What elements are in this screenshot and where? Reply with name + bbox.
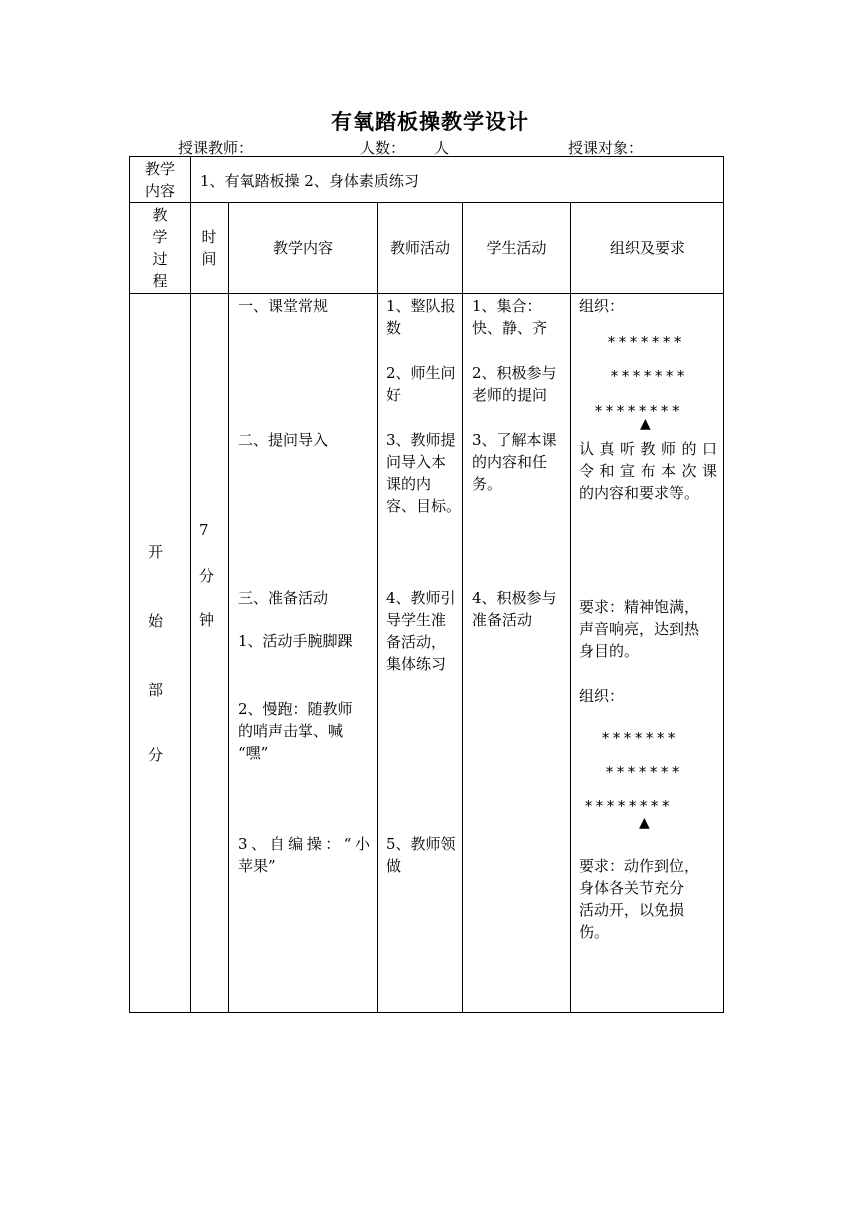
header-content: 教学内容 bbox=[272, 239, 333, 257]
student-activity-1-line2: 快、静、齐 bbox=[472, 319, 548, 337]
teacher-activity-5-line1: 5、教师领 bbox=[386, 835, 456, 853]
header-org: 组织及要求 bbox=[609, 239, 685, 257]
org-requirement-3-line3: 活动开，以免损 bbox=[579, 901, 685, 919]
section-name-1: 开 bbox=[148, 543, 164, 561]
formation-row-6: ******** bbox=[584, 797, 673, 815]
student-activity-1 bbox=[472, 295, 547, 339]
content-item-6-line2: 苹果” bbox=[238, 857, 276, 875]
org-label-1: 组织： bbox=[579, 297, 625, 315]
teacher-position-triangle-1: ▲ bbox=[640, 416, 651, 432]
header-teacher: 教师活动 bbox=[389, 239, 450, 257]
col-divider-2 bbox=[228, 202, 229, 1013]
student-activity-4-line1: 4、积极参与 bbox=[472, 589, 557, 607]
teacher-activity-1 bbox=[386, 295, 456, 339]
student-activity-3-line3: 务。 bbox=[472, 475, 503, 493]
header-process-4: 程 bbox=[152, 272, 168, 290]
org-requirement-1-line3: 的内容和要求等。 bbox=[579, 484, 700, 502]
col-divider-1 bbox=[190, 157, 191, 1013]
student-activity-3-line1: 3、了解本课 bbox=[472, 431, 557, 449]
section-time-unit2: 钟 bbox=[199, 611, 215, 629]
formation-row-2: ******* bbox=[610, 367, 688, 385]
org-label-2: 组织： bbox=[579, 687, 625, 705]
formation-row-5: ******* bbox=[605, 763, 683, 781]
target-label: 授课对象： bbox=[568, 139, 644, 157]
student-activity-2-line2: 老师的提问 bbox=[472, 386, 548, 404]
content-row-label-line2: 内容 bbox=[144, 182, 175, 200]
col-divider-5 bbox=[570, 202, 571, 1013]
student-activity-4-line2: 准备活动 bbox=[472, 611, 533, 629]
content-item-1: 一、课堂常规 bbox=[238, 297, 329, 315]
org-requirement-2 bbox=[579, 596, 723, 662]
count-label: 人数： bbox=[360, 139, 406, 157]
header-time-2: 间 bbox=[201, 250, 217, 268]
teacher-activity-2-line2: 好 bbox=[386, 386, 402, 404]
teacher-activity-3-line2: 问导入本 bbox=[386, 453, 447, 471]
student-activity-3-line2: 的内容和任 bbox=[472, 453, 548, 471]
org-requirement-1-line1: 认真听教师的口 bbox=[579, 440, 717, 458]
teacher-position-triangle-2: ▲ bbox=[639, 815, 650, 831]
section-time-unit1: 分 bbox=[199, 567, 215, 585]
col-divider-4 bbox=[462, 202, 463, 1013]
content-item-6-line1: 3、自编操：“小 bbox=[238, 835, 370, 853]
header-time bbox=[197, 226, 221, 270]
header-time-1: 时 bbox=[201, 228, 217, 246]
section-name-3: 部 bbox=[148, 681, 164, 699]
org-requirement-3-line4: 伤。 bbox=[579, 923, 610, 941]
lesson-plan-table bbox=[129, 156, 724, 1013]
header-process-2: 学 bbox=[152, 228, 168, 246]
org-requirement-3-line2: 身体各关节充分 bbox=[579, 879, 685, 897]
count-unit: 人 bbox=[434, 139, 450, 157]
content-item-5-line2: 的哨声击掌、喊 bbox=[238, 722, 344, 740]
student-activity-2-line1: 2、积极参与 bbox=[472, 364, 557, 382]
teacher-activity-4 bbox=[386, 587, 456, 675]
section-time-num: 7 bbox=[199, 521, 209, 539]
content-item-6 bbox=[238, 833, 370, 877]
content-row-label-line1: 教学 bbox=[144, 160, 175, 178]
formation-row-4: ******* bbox=[601, 729, 679, 747]
formation-row-3: ******** bbox=[594, 402, 683, 420]
teacher-activity-5-line2: 做 bbox=[386, 857, 402, 875]
content-item-2: 二、提问导入 bbox=[238, 431, 329, 449]
content-item-5 bbox=[238, 698, 370, 764]
content-item-5-line3: “嘿” bbox=[238, 744, 269, 762]
student-activity-2 bbox=[472, 362, 557, 406]
teacher-activity-2 bbox=[386, 362, 456, 406]
org-requirement-3-line1: 要求：动作到位， bbox=[579, 857, 700, 875]
header-process-1: 教 bbox=[152, 206, 168, 224]
teacher-activity-3 bbox=[386, 429, 461, 517]
header-student: 学生活动 bbox=[486, 239, 547, 257]
teacher-activity-3-line1: 3、教师提 bbox=[386, 431, 456, 449]
teacher-activity-4-line1: 4、教师引 bbox=[386, 589, 456, 607]
teacher-activity-4-line3: 备活动， bbox=[386, 633, 447, 651]
row-divider-1 bbox=[130, 202, 723, 203]
content-item-5-line1: 2、慢跑：随教师 bbox=[238, 700, 353, 718]
content-row-label bbox=[130, 158, 190, 202]
teacher-activity-3-line3: 课的内 bbox=[386, 475, 432, 493]
formation-row-1: ******* bbox=[607, 333, 685, 351]
teacher-label: 授课教师： bbox=[178, 139, 254, 157]
student-activity-3 bbox=[472, 429, 557, 495]
org-requirement-2-line3: 身目的。 bbox=[579, 642, 640, 660]
teacher-activity-2-line1: 2、师生问 bbox=[386, 364, 456, 382]
org-requirement-1-line2: 令和宣布本次课 bbox=[579, 462, 717, 480]
org-requirement-1 bbox=[579, 438, 717, 504]
row-divider-2 bbox=[130, 293, 723, 294]
teacher-activity-5 bbox=[386, 833, 456, 877]
org-requirement-2-line1: 要求：精神饱满， bbox=[579, 598, 700, 616]
teacher-activity-3-line4: 容、目标。 bbox=[386, 497, 462, 515]
student-activity-1-line1: 1、集合： bbox=[472, 297, 542, 315]
section-name-2: 始 bbox=[148, 612, 164, 630]
section-name-4: 分 bbox=[148, 746, 164, 764]
content-row-value: 1、有氧踏板操 2、身体素质练习 bbox=[200, 172, 419, 190]
org-requirement-2-line2: 声音响亮，达到热 bbox=[579, 620, 700, 638]
header-process-3: 过 bbox=[152, 250, 168, 268]
org-requirement-3 bbox=[579, 855, 723, 943]
student-activity-4 bbox=[472, 587, 557, 631]
teacher-activity-1-line1: 1、整队报 bbox=[386, 297, 456, 315]
page-title: 有氧踏板操教学设计 bbox=[331, 109, 529, 134]
content-item-4: 1、活动手腕脚踝 bbox=[238, 632, 353, 650]
content-item-3: 三、准备活动 bbox=[238, 589, 329, 607]
teacher-activity-4-line4: 集体练习 bbox=[386, 655, 447, 673]
teacher-activity-1-line2: 数 bbox=[386, 319, 402, 337]
header-process bbox=[148, 204, 172, 292]
col-divider-3 bbox=[377, 202, 378, 1013]
teacher-activity-4-line2: 导学生准 bbox=[386, 611, 447, 629]
